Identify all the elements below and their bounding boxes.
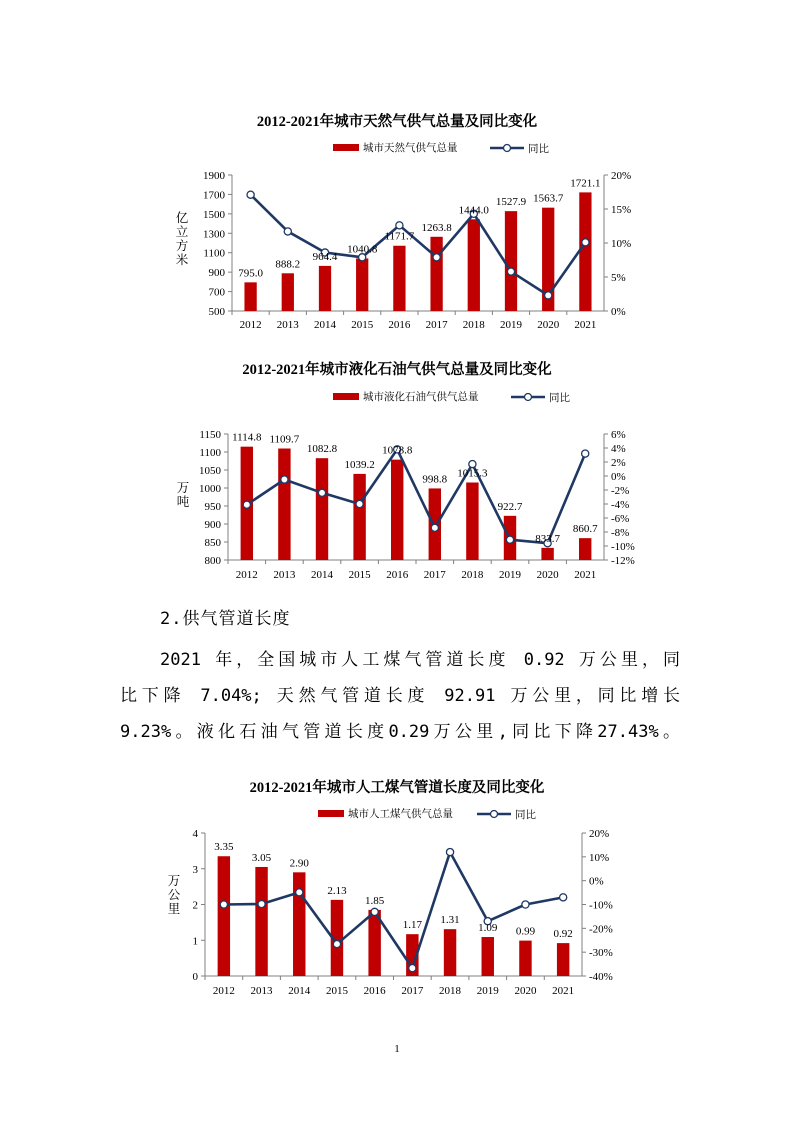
bar-value-label: 1082.8 — [306, 443, 338, 456]
left-tick-label: 1050 — [199, 465, 221, 477]
bar-value-label: 1078.8 — [382, 444, 413, 457]
bar — [393, 246, 405, 311]
right-tick-label: -12% — [611, 555, 635, 567]
chart-title: 2012-2021年城市液化石油气供气总量及同比变化 — [242, 362, 552, 378]
bar — [579, 192, 591, 311]
yoy-point — [284, 228, 291, 235]
legend-bar-swatch — [318, 810, 344, 817]
body-paragraph — [120, 642, 680, 750]
left-tick-label: 900 — [208, 267, 225, 280]
yoy-line — [247, 449, 585, 543]
left-tick-label: 1300 — [203, 228, 225, 241]
x-tick-label: 2014 — [288, 985, 311, 997]
right-tick-label: 6% — [611, 429, 626, 441]
yoy-point — [281, 476, 288, 483]
bar — [316, 458, 328, 560]
legend-bar-swatch — [333, 144, 359, 151]
chart-title: 2012-2021年城市天然气供气总量及同比变化 — [256, 114, 538, 130]
yoy-point — [431, 524, 438, 531]
right-tick-label: -10% — [611, 541, 635, 553]
right-tick-label: 15% — [611, 204, 632, 216]
bar — [430, 237, 442, 311]
bar — [444, 929, 456, 976]
legend-bar-swatch — [333, 393, 359, 400]
legend-line-marker — [491, 811, 498, 818]
bar — [244, 282, 256, 311]
x-tick-label: 2012 — [212, 985, 235, 997]
bar-value-label: 922.7 — [497, 500, 523, 513]
bar-value-label: 888.2 — [275, 258, 301, 271]
yoy-point — [582, 450, 589, 457]
bar-value-label: 964.4 — [312, 250, 338, 263]
x-tick-label: 2018 — [461, 569, 484, 581]
x-tick-label: 2018 — [439, 985, 462, 997]
x-tick-label: 2019 — [500, 319, 522, 331]
paragraph-line-1: 2021 年，全国城市人工煤气管道长度 0.92 万公里，同 — [160, 650, 680, 670]
y-axis-label-char: 吨 — [176, 494, 190, 509]
x-tick-label: 2013 — [273, 569, 296, 581]
left-tick-label: 800 — [204, 555, 221, 567]
y-axis-label-char: 米 — [175, 252, 189, 267]
x-tick-label: 2015 — [351, 319, 374, 331]
x-tick-label: 2012 — [239, 319, 262, 331]
bar — [557, 943, 569, 976]
bar-value-label: 1109.7 — [269, 433, 300, 446]
natural-gas-chart-svg — [0, 100, 794, 340]
legend-bar-label: 城市人工煤气供气总量 — [348, 808, 453, 820]
paragraph-line-2: 比下降 7.04%; 天然气管道长度 92.91 万公里，同比增长 — [120, 686, 680, 706]
yoy-point — [506, 536, 513, 543]
yoy-line — [251, 192, 586, 296]
bar-value-label: 860.7 — [572, 523, 598, 536]
y-axis-label-char: 方 — [175, 238, 189, 253]
lpg-chart — [0, 354, 794, 584]
bar-value-label: 833.7 — [535, 532, 560, 545]
bar-value-label: 3.05 — [251, 851, 272, 864]
x-tick-label: 2016 — [363, 985, 386, 997]
bar-value-label: 2.90 — [289, 857, 309, 870]
bar — [293, 872, 305, 976]
legend-line-marker — [504, 145, 511, 152]
yoy-point — [296, 889, 303, 896]
right-tick-label: -2% — [611, 485, 630, 497]
yoy-point — [560, 894, 567, 901]
left-tick-label: 500 — [208, 306, 225, 318]
yoy-line — [224, 852, 563, 968]
bar-value-label: 1114.8 — [232, 431, 262, 444]
yoy-point — [247, 191, 254, 198]
bar — [353, 474, 365, 560]
natural-gas-chart — [0, 100, 794, 340]
right-tick-label: 2% — [611, 457, 626, 469]
bar — [356, 258, 368, 311]
yoy-point — [409, 965, 416, 972]
chart-title: 2012-2021年城市人工煤气管道长度及同比变化 — [249, 780, 545, 796]
bar — [579, 538, 591, 560]
right-tick-label: -10% — [589, 899, 613, 912]
y-axis-label-char: 公 — [167, 887, 181, 902]
section-heading: 2.供气管道长度 — [160, 609, 291, 629]
x-tick-label: 2014 — [311, 569, 333, 581]
yoy-point — [318, 489, 325, 496]
legend-bar-label: 城市液化石油气供气总量 — [363, 391, 479, 403]
right-tick-label: 5% — [611, 272, 626, 284]
bar-value-label: 1015.3 — [457, 467, 488, 480]
right-tick-label: 10% — [589, 851, 610, 864]
x-tick-label: 2015 — [325, 985, 348, 997]
yoy-point — [446, 848, 453, 855]
x-tick-label: 2013 — [276, 319, 299, 331]
bar — [466, 482, 478, 560]
bar-value-label: 1.09 — [478, 922, 498, 935]
bar — [468, 219, 480, 311]
bar-value-label: 1721.1 — [570, 177, 601, 190]
legend-line-marker — [525, 394, 532, 401]
x-tick-label: 2021 — [552, 985, 575, 997]
left-tick-label: 3 — [192, 863, 198, 876]
bar-value-label: 795.0 — [238, 267, 263, 280]
left-tick-label: 1100 — [203, 247, 225, 260]
yoy-point — [507, 268, 514, 275]
right-tick-label: 4% — [611, 443, 626, 455]
bar — [282, 273, 294, 311]
x-tick-label: 2021 — [574, 569, 597, 581]
legend-bar-label: 城市天然气供气总量 — [363, 142, 458, 154]
x-tick-label: 2019 — [499, 569, 521, 581]
x-tick-label: 2017 — [401, 985, 424, 997]
bar — [319, 266, 331, 311]
left-tick-label: 1 — [192, 935, 198, 948]
left-tick-label: 2 — [192, 899, 198, 912]
bar — [505, 211, 517, 311]
yoy-point — [220, 901, 227, 908]
x-tick-label: 2020 — [514, 985, 537, 997]
right-tick-label: 10% — [611, 238, 632, 250]
y-axis-label-char: 立 — [175, 224, 189, 239]
bar — [255, 867, 267, 976]
x-tick-label: 2019 — [476, 985, 499, 997]
left-tick-label: 900 — [204, 519, 221, 531]
left-tick-label: 1700 — [203, 189, 225, 202]
x-tick-label: 2013 — [250, 985, 273, 997]
page-number: 1 — [394, 1043, 400, 1055]
right-tick-label: 20% — [611, 170, 632, 182]
x-tick-label: 2020 — [537, 319, 560, 331]
yoy-point — [243, 501, 250, 508]
x-tick-label: 2012 — [235, 569, 258, 581]
bar-value-label: 1444.0 — [458, 204, 489, 217]
bar-value-label: 0.92 — [553, 928, 573, 941]
bar-value-label: 1.31 — [440, 914, 460, 927]
x-tick-label: 2017 — [423, 569, 446, 581]
left-tick-label: 1100 — [199, 447, 221, 459]
bar — [519, 941, 531, 976]
lpg-chart-svg — [0, 354, 794, 584]
right-tick-label: -40% — [589, 971, 613, 983]
left-tick-label: 1000 — [199, 483, 221, 495]
left-tick-label: 1500 — [203, 208, 225, 221]
bar-value-label: 1039.2 — [344, 458, 375, 471]
right-tick-label: -8% — [611, 527, 630, 539]
bar-value-label: 1263.8 — [421, 221, 452, 234]
x-tick-label: 2017 — [425, 319, 448, 331]
x-tick-label: 2014 — [314, 319, 336, 331]
left-tick-label: 1150 — [199, 429, 221, 441]
y-axis-label-char: 万 — [167, 873, 181, 888]
x-tick-label: 2021 — [574, 319, 597, 331]
x-tick-label: 2015 — [348, 569, 371, 581]
yoy-point — [396, 222, 403, 229]
legend-line-label: 同比 — [528, 143, 549, 155]
bar-value-label: 1527.9 — [495, 196, 527, 209]
yoy-point — [522, 901, 529, 908]
right-tick-label: 0% — [589, 875, 604, 888]
left-tick-label: 700 — [208, 286, 225, 299]
right-tick-label: 0% — [611, 471, 626, 483]
bar — [278, 449, 290, 560]
bar — [541, 548, 553, 560]
y-axis-label-char: 亿 — [175, 210, 189, 225]
coal-gas-pipeline-chart-svg — [0, 772, 794, 1007]
bar-value-label: 1.85 — [365, 894, 385, 907]
x-tick-label: 2020 — [536, 569, 559, 581]
bar-value-label: 1563.7 — [533, 192, 564, 205]
right-tick-label: -30% — [589, 947, 613, 960]
bar-value-label: 998.8 — [422, 473, 448, 486]
yoy-point — [356, 500, 363, 507]
right-tick-label: -6% — [611, 513, 630, 525]
bar — [218, 856, 230, 976]
legend-line-label: 同比 — [549, 392, 570, 404]
left-tick-label: 950 — [204, 501, 221, 513]
legend-line-label: 同比 — [515, 809, 536, 821]
left-tick-label: 0 — [192, 971, 198, 983]
bar — [391, 460, 403, 560]
left-tick-label: 850 — [204, 537, 221, 549]
right-tick-label: -20% — [589, 923, 613, 936]
bar-value-label: 0.99 — [515, 925, 536, 938]
bar — [482, 937, 494, 976]
yoy-point — [258, 900, 265, 907]
x-tick-label: 2016 — [386, 569, 409, 581]
bar-value-label: 3.35 — [214, 841, 234, 854]
left-tick-label: 4 — [192, 828, 198, 840]
y-axis-label-char: 里 — [167, 901, 181, 916]
x-tick-label: 2016 — [388, 319, 411, 331]
right-tick-label: 20% — [589, 828, 610, 840]
x-tick-label: 2018 — [462, 319, 485, 331]
coal-gas-pipeline-chart — [0, 772, 794, 1007]
right-tick-label: -4% — [611, 499, 630, 511]
bar-value-label: 1040.8 — [347, 243, 378, 256]
yoy-point — [545, 292, 552, 299]
bar-value-label: 1171.7 — [384, 230, 415, 243]
bar-value-label: 1.17 — [402, 919, 422, 932]
yoy-point — [333, 940, 340, 947]
yoy-point — [371, 908, 378, 915]
paragraph-line-3: 9.23%。液化石油气管道长度0.29万公里,同比下降27.43%。 — [120, 722, 680, 742]
left-tick-label: 1900 — [203, 170, 225, 182]
bar-value-label: 2.13 — [327, 884, 347, 897]
yoy-point — [433, 254, 440, 261]
right-tick-label: 0% — [611, 306, 626, 318]
y-axis-label-char: 万 — [176, 480, 190, 495]
yoy-point — [582, 239, 589, 246]
